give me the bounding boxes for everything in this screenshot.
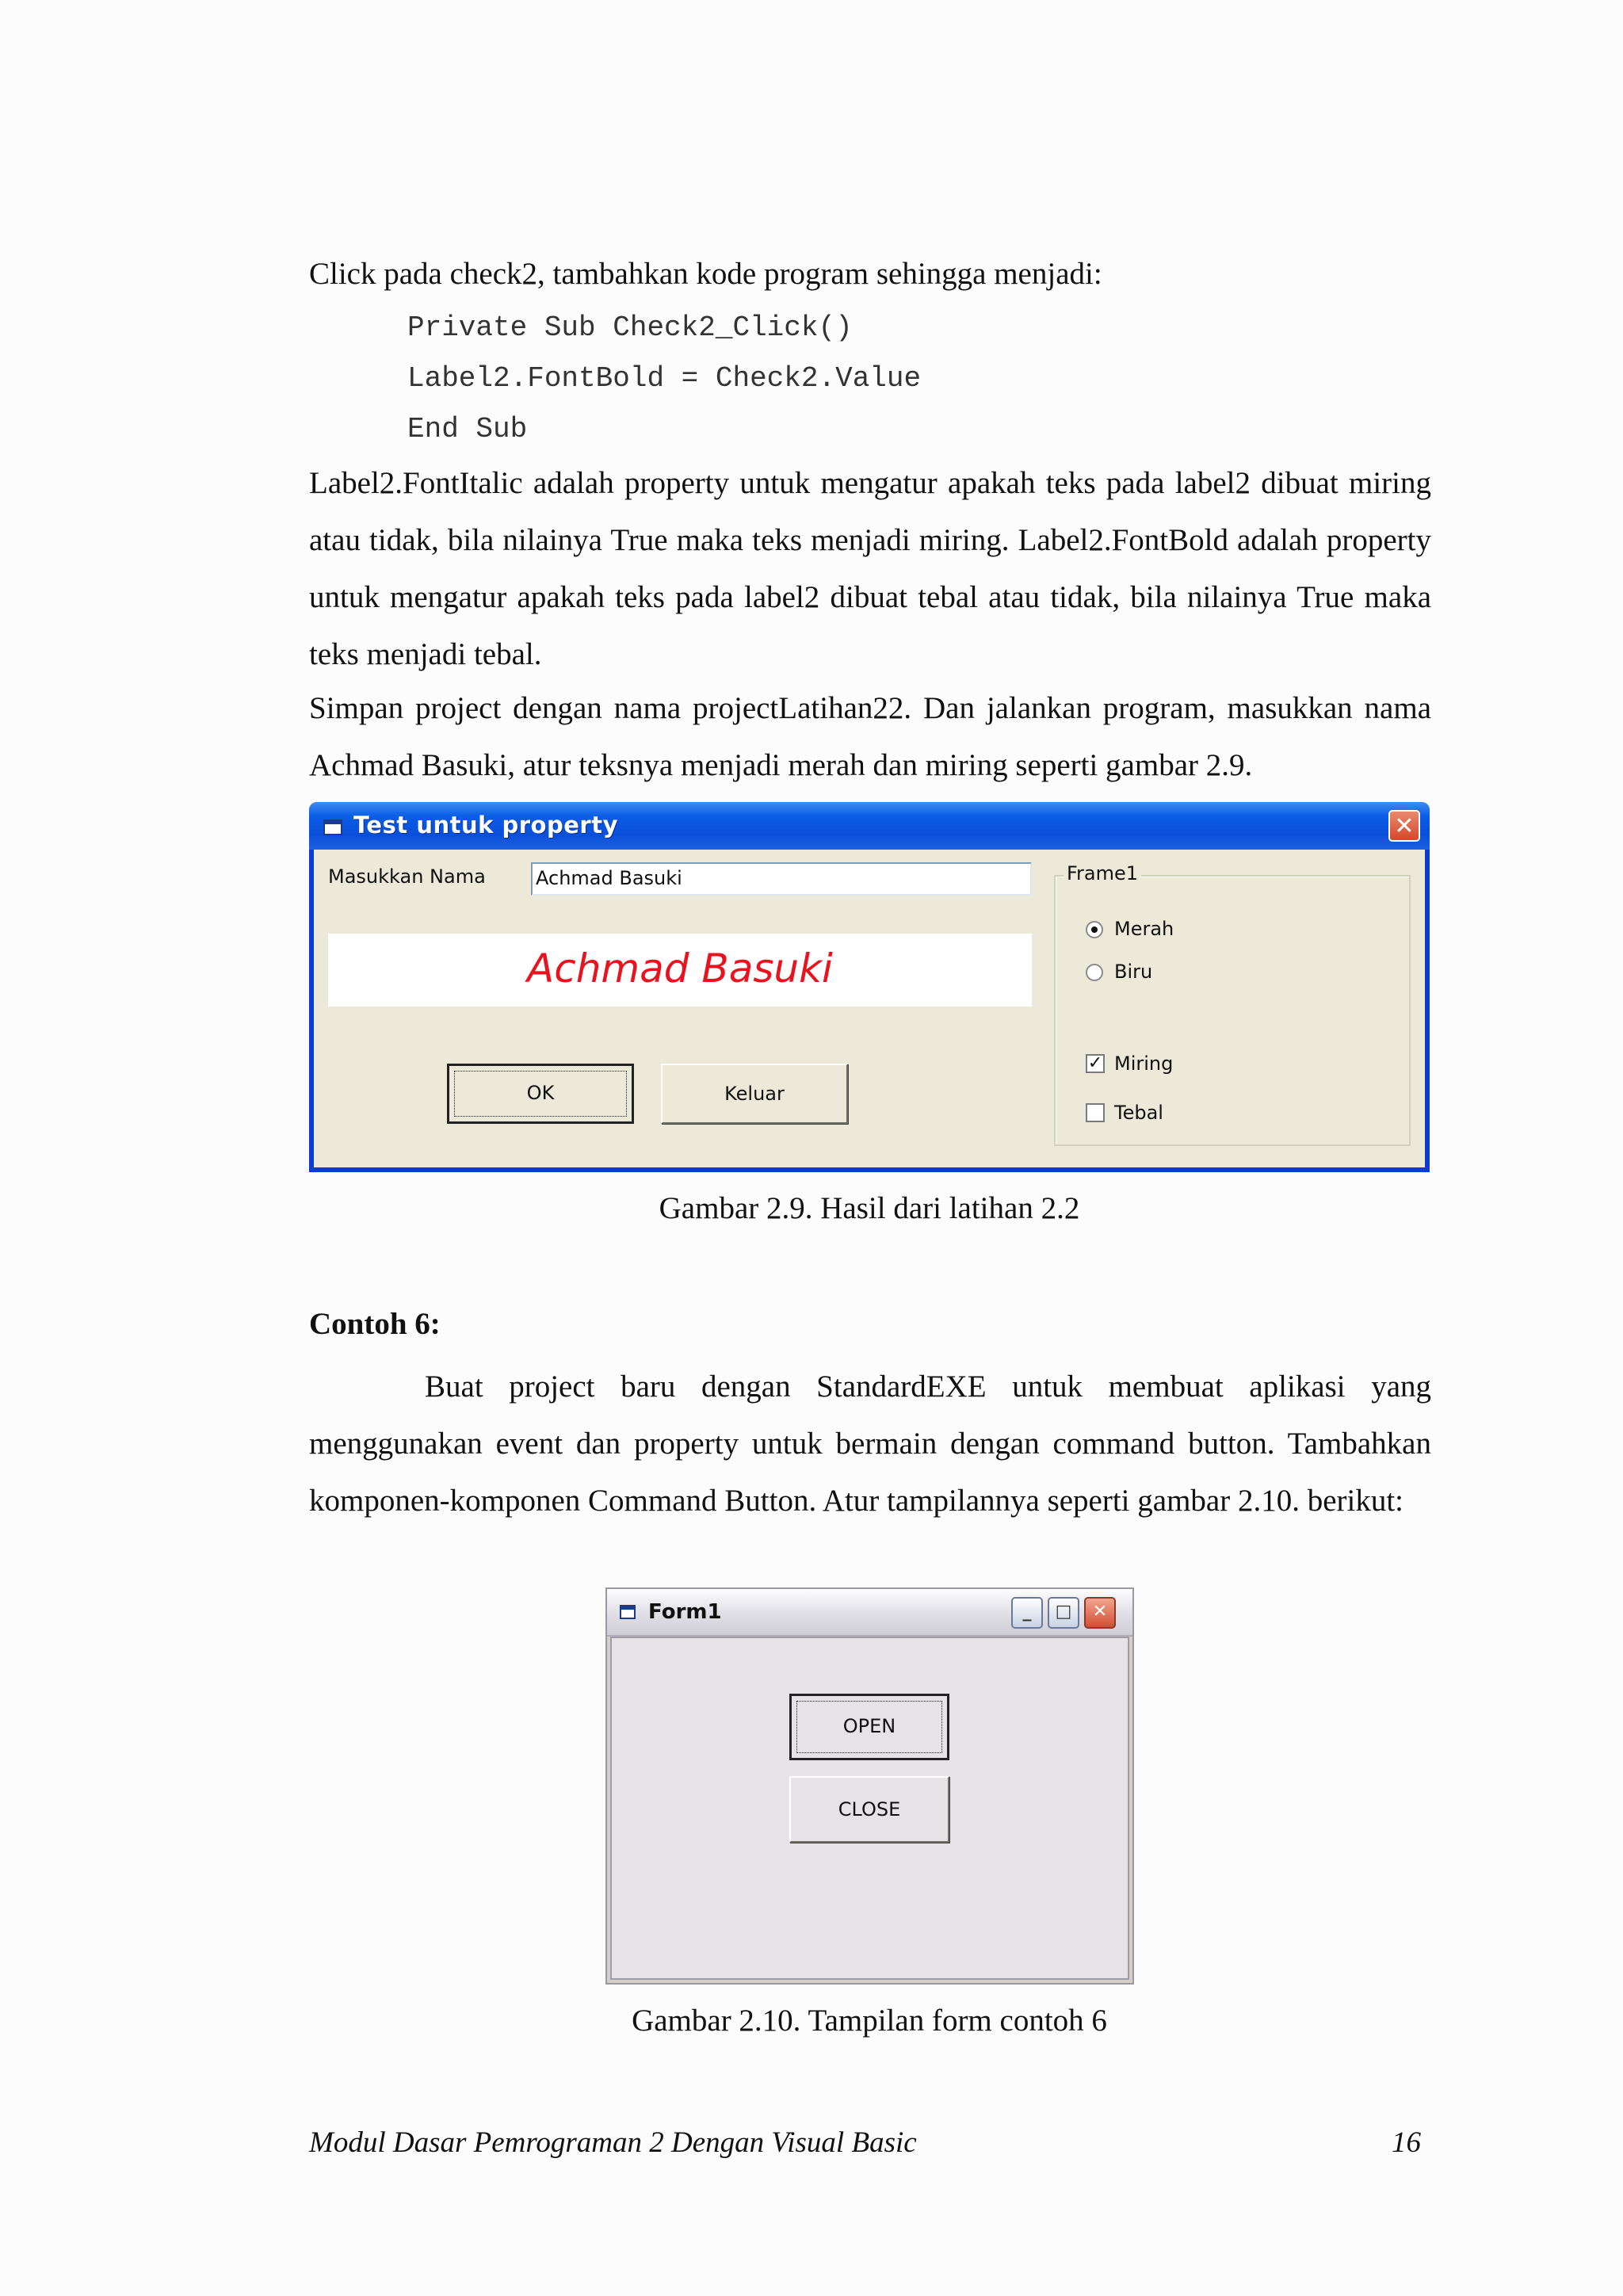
ok-button-label: OK	[526, 1082, 555, 1104]
focus-rect	[796, 1701, 942, 1753]
window-titlebar	[309, 802, 1430, 850]
form1-window	[605, 1587, 1134, 1985]
paragraph-save-project: Simpan project dengan nama projectLatihan22. Dan jalankan program, masukkan nama Achmad Basuki, atur teksnya menjadi merah dan miring seperti gambar 2.9.	[309, 691, 1431, 782]
radio-blue-label: Biru	[1114, 961, 1153, 983]
window-client-area	[314, 850, 1425, 1167]
code-line-2: Label2.FontBold = Check2.Value	[407, 362, 922, 395]
code-line-1: Private Sub Check2_Click()	[407, 311, 853, 344]
display-label	[328, 934, 1032, 1007]
open-button[interactable]	[789, 1694, 949, 1760]
test-property-window	[309, 802, 1430, 1172]
name-label: Masukkan Nama	[328, 865, 486, 888]
radio-red-label: Merah	[1114, 918, 1174, 940]
close-button[interactable]	[789, 1776, 949, 1843]
figure-caption-2-10: Gambar 2.10. Tampilan form contoh 6	[632, 2004, 1107, 2038]
radio-red[interactable]	[1086, 921, 1103, 938]
focus-rect	[454, 1071, 627, 1117]
name-textbox[interactable]: Achmad Basuki	[531, 862, 1032, 896]
intro-line: Click pada check2, tambahkan kode program sehingga menjadi:	[309, 257, 1102, 291]
page-number: 16	[1392, 2126, 1421, 2159]
option-frame	[1054, 862, 1411, 1146]
close-button-label: CLOSE	[838, 1798, 901, 1820]
close-icon[interactable]: ✕	[1388, 810, 1420, 842]
check-italic-label: Miring	[1114, 1052, 1174, 1075]
paragraph-example-6: Buat project baru dengan StandardEXE untuk membuat aplikasi yang menggunakan event dan property untuk bermain dengan command button. Tambahkan komponen-komponen Command Button. Atur tampilannya seperti gambar 2.10. berikut:	[309, 1370, 1431, 1518]
footer-title: Modul Dasar Pemrograman 2 Dengan Visual Basic	[309, 2126, 917, 2159]
window-icon	[323, 819, 342, 835]
display-label-text: Achmad Basuki	[527, 946, 833, 991]
exit-button[interactable]	[661, 1064, 848, 1124]
check-bold[interactable]	[1086, 1103, 1105, 1122]
paragraph-property-explanation: Label2.FontItalic adalah property untuk mengatur apakah teks pada label2 dibuat miring atau tidak, bila nilainya True maka teks menjadi miring. Label2.FontBold adalah property untuk mengatur apakah teks pada label2 dibuat tebal atau tidak, bila nilainya True maka teks menjadi tebal.	[309, 466, 1431, 671]
exit-button-label: Keluar	[724, 1083, 785, 1105]
window-title: Test untuk property	[353, 812, 618, 839]
check-bold-label: Tebal	[1114, 1102, 1163, 1124]
window-icon	[620, 1605, 636, 1619]
open-button-label: OPEN	[842, 1715, 896, 1737]
minimize-icon[interactable]: _	[1011, 1597, 1043, 1629]
window-titlebar	[607, 1589, 1132, 1637]
code-line-3: End Sub	[407, 413, 528, 445]
section-heading: Contoh 6:	[309, 1307, 441, 1341]
window-title: Form1	[648, 1600, 722, 1624]
maximize-icon[interactable]: □	[1048, 1597, 1079, 1629]
window-client-area	[610, 1637, 1129, 1980]
frame-caption: Frame1	[1064, 862, 1141, 884]
check-italic[interactable]: ✓	[1086, 1054, 1105, 1073]
ok-button[interactable]	[447, 1064, 634, 1124]
figure-caption-2-9: Gambar 2.9. Hasil dari latihan 2.2	[659, 1191, 1080, 1225]
radio-blue[interactable]	[1086, 964, 1103, 981]
close-icon[interactable]: ✕	[1084, 1597, 1116, 1629]
